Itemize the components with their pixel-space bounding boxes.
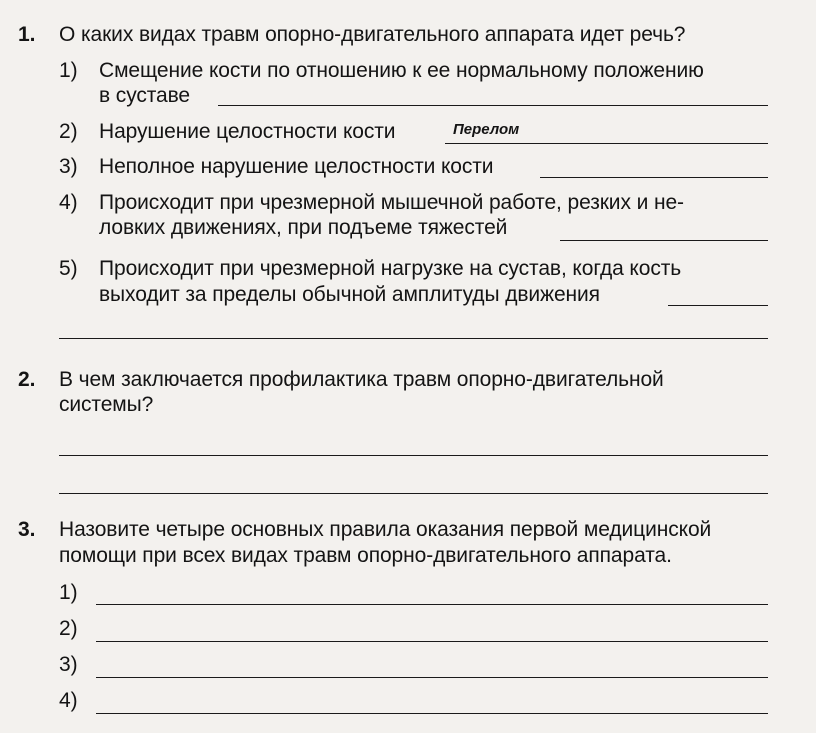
q3-item-1-marker: 1): [59, 581, 78, 604]
q1-item-5-marker: 5): [59, 257, 78, 280]
question-3-line2: помощи при всех видах травм опорно-двигательного аппарата.: [59, 544, 672, 567]
q1-item-5-answer-line-2[interactable]: [59, 338, 768, 339]
q1-item-5-answer-line[interactable]: [668, 305, 768, 306]
q3-item-3-marker: 3): [59, 653, 78, 676]
q1-item-4-marker: 4): [59, 191, 78, 214]
question-2-line1: В чем заключается профилактика травм опорно-двигательной: [59, 368, 664, 391]
q2-answer-line-2[interactable]: [59, 493, 768, 494]
q1-item-4-line2: ловких движениях, при подъеме тяжестей: [99, 216, 508, 239]
question-1-text: О каких видах травм опорно-двигательного аппарата идет речь?: [59, 23, 686, 46]
q1-item-1-answer-line[interactable]: [218, 105, 768, 106]
q1-item-3-answer-line[interactable]: [540, 177, 768, 178]
q3-item-4-answer-line[interactable]: [96, 713, 768, 714]
q1-item-3-text: Неполное нарушение целостности кости: [99, 155, 494, 178]
question-2-number: 2.: [18, 368, 36, 391]
question-1-number: 1.: [18, 23, 36, 46]
q2-answer-line-1[interactable]: [59, 455, 768, 456]
q1-item-3-marker: 3): [59, 155, 78, 178]
q1-item-2-answer: Перелом: [453, 121, 520, 138]
q1-item-1-line1: Смещение кости по отношению к ее нормальному положению: [99, 59, 704, 82]
q1-item-2-answer-line[interactable]: [445, 143, 768, 144]
q3-item-4-marker: 4): [59, 689, 78, 712]
q3-item-2-answer-line[interactable]: [96, 641, 768, 642]
question-3-line1: Назовите четыре основных правила оказания первой медицинской: [59, 518, 712, 541]
q1-item-5-line2: выходит за пределы обычной амплитуды движения: [99, 283, 600, 306]
question-3-number: 3.: [18, 518, 36, 541]
q1-item-2-marker: 2): [59, 120, 78, 143]
q1-item-4-line1: Происходит при чрезмерной мышечной работе, резких и не-: [99, 191, 684, 214]
q1-item-1-line2: в суставе: [99, 84, 191, 107]
q3-item-1-answer-line[interactable]: [96, 604, 768, 605]
q1-item-2-text: Нарушение целостности кости: [99, 120, 396, 143]
q3-item-3-answer-line[interactable]: [96, 677, 768, 678]
question-2-line2: системы?: [59, 393, 154, 416]
q1-item-4-answer-line[interactable]: [560, 240, 768, 241]
q3-item-2-marker: 2): [59, 617, 78, 640]
q1-item-5-line1: Происходит при чрезмерной нагрузке на сустав, когда кость: [99, 257, 682, 280]
q1-item-1-marker: 1): [59, 59, 78, 82]
